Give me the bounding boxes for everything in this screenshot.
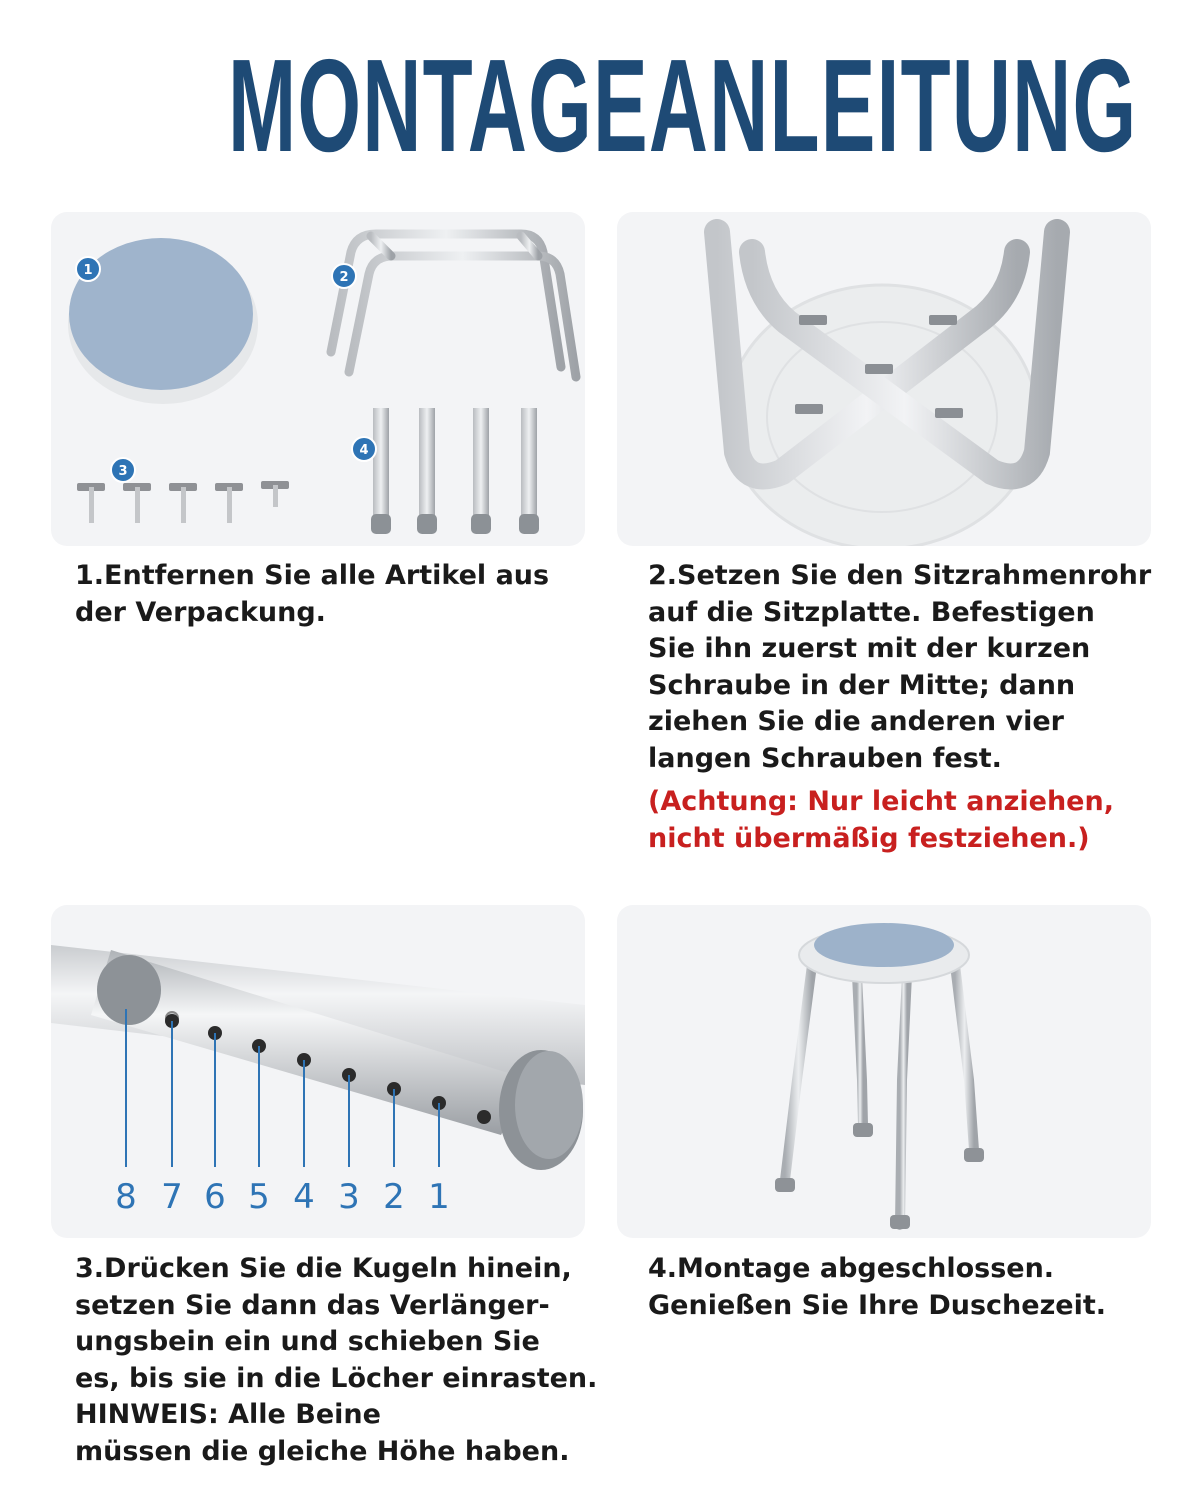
badge-4-label: 4 <box>359 443 369 458</box>
assembled-stool-image <box>617 905 1151 1238</box>
badge-2-label: 2 <box>339 270 349 285</box>
step-2-warning: (Achtung: Nur leicht anziehen, nicht übermäßig festziehen.) <box>648 786 1114 854</box>
step-1-text: 1.Entfernen Sie alle Artikel aus der Verpackung. <box>75 560 550 628</box>
badge-4 <box>352 437 376 461</box>
screws <box>77 481 289 523</box>
step-4-text: 4.Montage abgeschlossen. Genießen Sie Ihre Duschezeit. <box>648 1253 1107 1321</box>
stool-seat <box>799 923 969 983</box>
parts-overview-image <box>51 212 585 546</box>
hole-number: 6 <box>204 1177 226 1217</box>
seat-frame <box>331 234 576 377</box>
badge-1 <box>76 257 100 281</box>
hole-number: 7 <box>161 1177 183 1217</box>
hole-number-labels <box>115 1177 450 1217</box>
parts-illustration <box>51 212 585 546</box>
leg-tips <box>775 1123 984 1229</box>
badge-2 <box>332 264 356 288</box>
page-title: MONTAGEANLEITUNG <box>228 32 1138 179</box>
hole-number: 2 <box>383 1177 405 1217</box>
stool-legs <box>785 965 974 1225</box>
hole-number: 5 <box>248 1177 270 1217</box>
badge-1-label: 1 <box>83 263 93 278</box>
hole-number: 1 <box>428 1177 450 1217</box>
step-2-text: 2.Setzen Sie den Sitzrahmenrohr auf die Sitzplatte. Befestigen Sie ihn zuerst mit der kurzen Schraube in der Mitte; dann ziehen Sie die anderen vier langen Schrauben fest. <box>648 560 1152 774</box>
badge-3-label: 3 <box>118 464 128 479</box>
hole-number: 4 <box>293 1177 315 1217</box>
leg-holes-image <box>51 905 585 1238</box>
hole-number: 8 <box>115 1177 137 1217</box>
hole-number: 3 <box>338 1177 360 1217</box>
frame-mounting-image <box>617 212 1151 546</box>
assembled-stool-illustration <box>617 905 1151 1238</box>
leg-holes-illustration <box>51 905 585 1238</box>
step-3-text: 3.Drücken Sie die Kugeln hinein, setzen Sie dann das Verlänger- ungsbein ein und schieben Sie es, bis sie in die Löcher einrasten. HINWEIS: Alle Beine müssen die gleiche Höhe haben. <box>75 1253 598 1467</box>
frame-mounting-illustration <box>617 212 1151 546</box>
badge-3 <box>111 458 135 482</box>
extension-legs <box>371 408 539 534</box>
